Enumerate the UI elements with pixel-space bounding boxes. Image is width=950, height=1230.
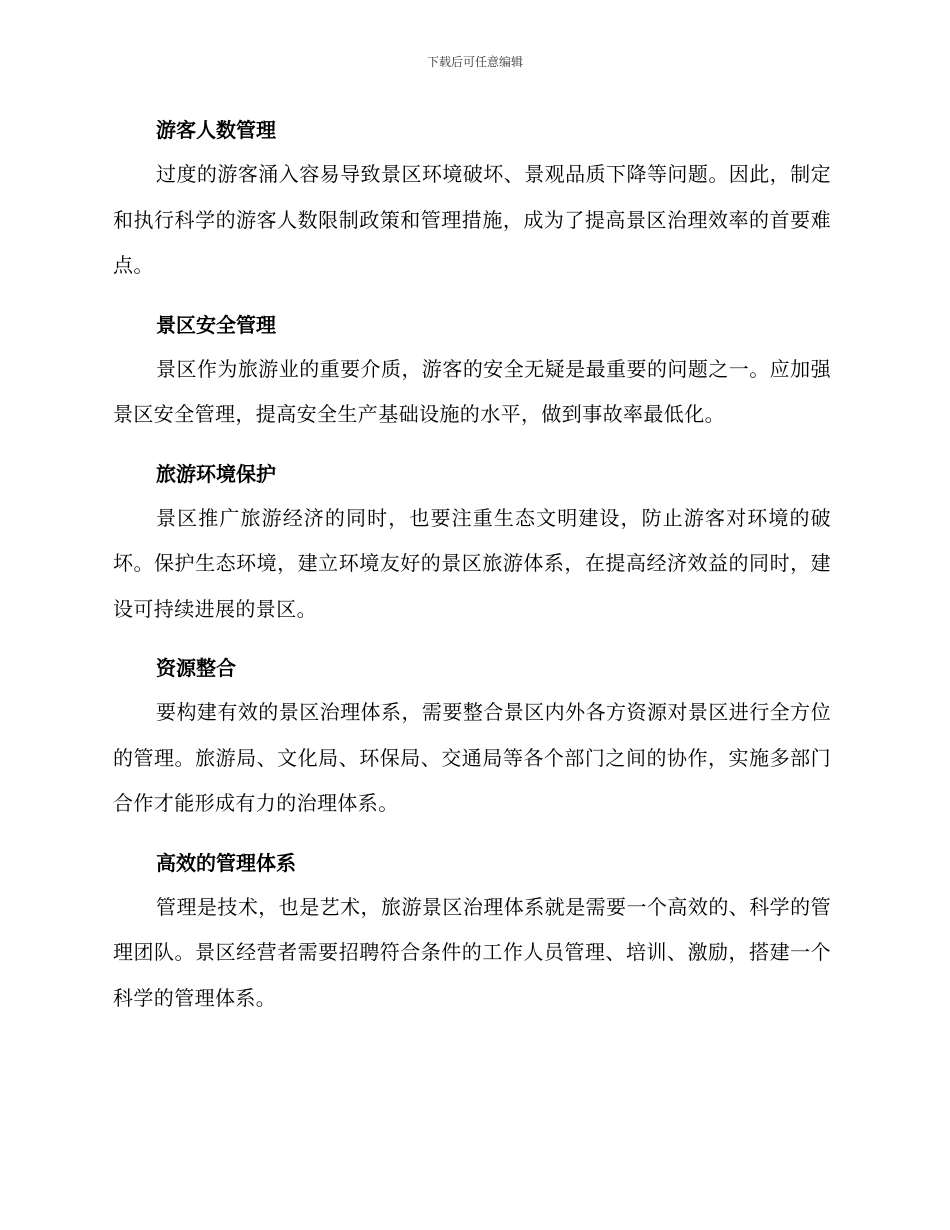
section-paragraph: 管理是技术，也是艺术，旅游景区治理体系就是需要一个高效的、科学的管理团队。景区经营者需要招聘符合条件的工作人员管理、培训、激励，搭建一个科学的管理体系。	[113, 894, 831, 1010]
section-environment	[113, 452, 831, 633]
section-management-system	[113, 841, 831, 1022]
section-safety	[113, 303, 831, 438]
page-header-note: 下载后可任意编辑	[426, 55, 523, 69]
section-paragraph: 景区作为旅游业的重要介质，游客的安全无疑是最重要的问题之一。应加强景区安全管理，提高安全生产基础设施的水平，做到事故率最低化。	[113, 356, 831, 426]
document-body	[113, 108, 831, 1035]
section-heading: 高效的管理体系	[156, 850, 296, 875]
section-heading: 游客人数管理	[156, 118, 276, 142]
section-resources	[113, 646, 831, 827]
section-heading: 旅游环境保护	[156, 461, 276, 486]
section-paragraph: 要构建有效的景区治理体系，需要整合景区内外各方资源对景区进行全方位的管理。旅游局、文化局、环保局、交通局等各个部门之间的协作，实施多部门合作才能形成有力的治理体系。	[113, 700, 831, 815]
section-heading: 资源整合	[156, 656, 236, 680]
section-paragraph: 过度的游客涌入容易导致景区环境破坏、景观品质下降等问题。因此，制定和执行科学的游客人数限制政策和管理措施，成为了提高景区治理效率的首要难点。	[113, 162, 831, 277]
section-paragraph: 景区推广旅游经济的同时，也要注重生态文明建设，防止游客对环境的破坏。保护生态环境，建立环境友好的景区旅游体系，在提高经济效益的同时，建设可持续进展的景区。	[113, 505, 831, 621]
section-visitor-count	[113, 108, 831, 289]
section-heading: 景区安全管理	[156, 312, 276, 337]
